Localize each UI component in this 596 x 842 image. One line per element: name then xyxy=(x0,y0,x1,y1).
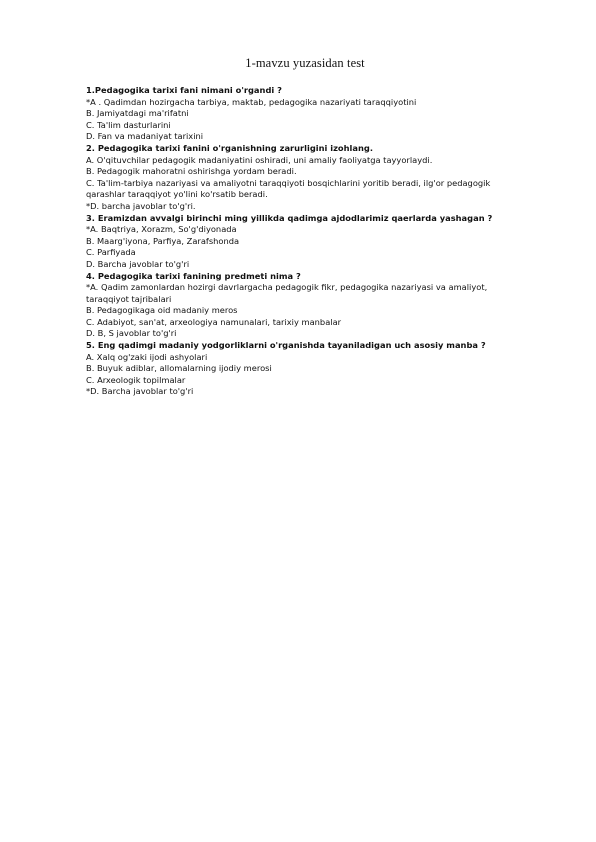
question-list xyxy=(86,85,524,398)
question-block xyxy=(86,143,524,213)
document-title: 1-mavzu yuzasidan test xyxy=(245,56,365,70)
answer-option: *D. Barcha javoblar to'g'ri xyxy=(86,386,194,397)
question-block xyxy=(86,340,524,398)
answer-option: A. O'qituvchilar pedagogik madaniyatini oshiradi, uni amaliy faoliyatga tayyorlaydi. xyxy=(86,154,433,165)
answer-option: D. Barcha javoblar to'g'ri xyxy=(86,258,190,269)
answer-option: B. Jamiyatdagi ma'rifatni xyxy=(86,108,189,119)
answer-option: *A. Baqtriya, Xorazm, So'g'diyonada xyxy=(86,224,237,235)
answer-option: *D. barcha javoblar to'g'ri. xyxy=(86,200,196,211)
question-block xyxy=(86,85,524,143)
answer-option: C. Parfiyada xyxy=(86,247,136,258)
answer-option: B. Pedagogikaga oid madaniy meros xyxy=(86,305,238,316)
answer-option: D. B, S javoblar to'g'ri xyxy=(86,328,177,339)
answer-option: C. Arxeologik topilmalar xyxy=(86,374,186,385)
question-block xyxy=(86,271,524,341)
question-text: 3. Eramizdan avvalgi birinchi ming yillikda qadimga ajdodlarimiz qaerlarda yashagan ? xyxy=(86,212,493,223)
question-text: 4. Pedagogika tarixi fanining predmeti nima ? xyxy=(86,270,301,281)
answer-option: *A . Qadimdan hozirgacha tarbiya, maktab, pedagogika nazariyati taraqqiyotini xyxy=(86,96,417,107)
answer-option: C. Ta'lim-tarbiya nazariyasi va amaliyotni taraqqiyoti bosqichlarini yoritib beradi, ilg'or pedagogik qarashlar taraqqiyot yo'lini ko'rsatib beradi. xyxy=(86,177,491,200)
question-block xyxy=(86,213,524,271)
answer-option: B. Buyuk adiblar, allomalarning ijodiy merosi xyxy=(86,363,272,374)
answer-option: A. Xalq og'zaki ijodi ashyolari xyxy=(86,351,208,362)
question-text: 5. Eng qadimgi madaniy yodgorliklarni o'rganishda tayaniladigan uch asosiy manba ? xyxy=(86,340,486,351)
answer-option: B. Maarg'iyona, Parfiya, Zarafshonda xyxy=(86,235,240,246)
answer-option: B. Pedagogik mahoratni oshirishga yordam beradi. xyxy=(86,166,297,177)
answer-option: *A. Qadim zamonlardan hozirgi davrlargacha pedagogik fikr, pedagogika nazariyasi va amaliyot, taraqqiyot tajribalari xyxy=(86,282,488,304)
answer-option: C. Ta'lim dasturlarini xyxy=(86,119,171,130)
answer-option: D. Fan va madaniyat tarixini xyxy=(86,131,204,142)
answer-option: C. Adabiyot, san'at, arxeologiya namunalari, tarixiy manbalar xyxy=(86,316,342,327)
question-text: 1.Pedagogika tarixi fani nimani o'rgandi ? xyxy=(86,85,282,95)
question-text: 2. Pedagogika tarixi fanini o'rganishning zarurligini izohlang. xyxy=(86,142,373,153)
